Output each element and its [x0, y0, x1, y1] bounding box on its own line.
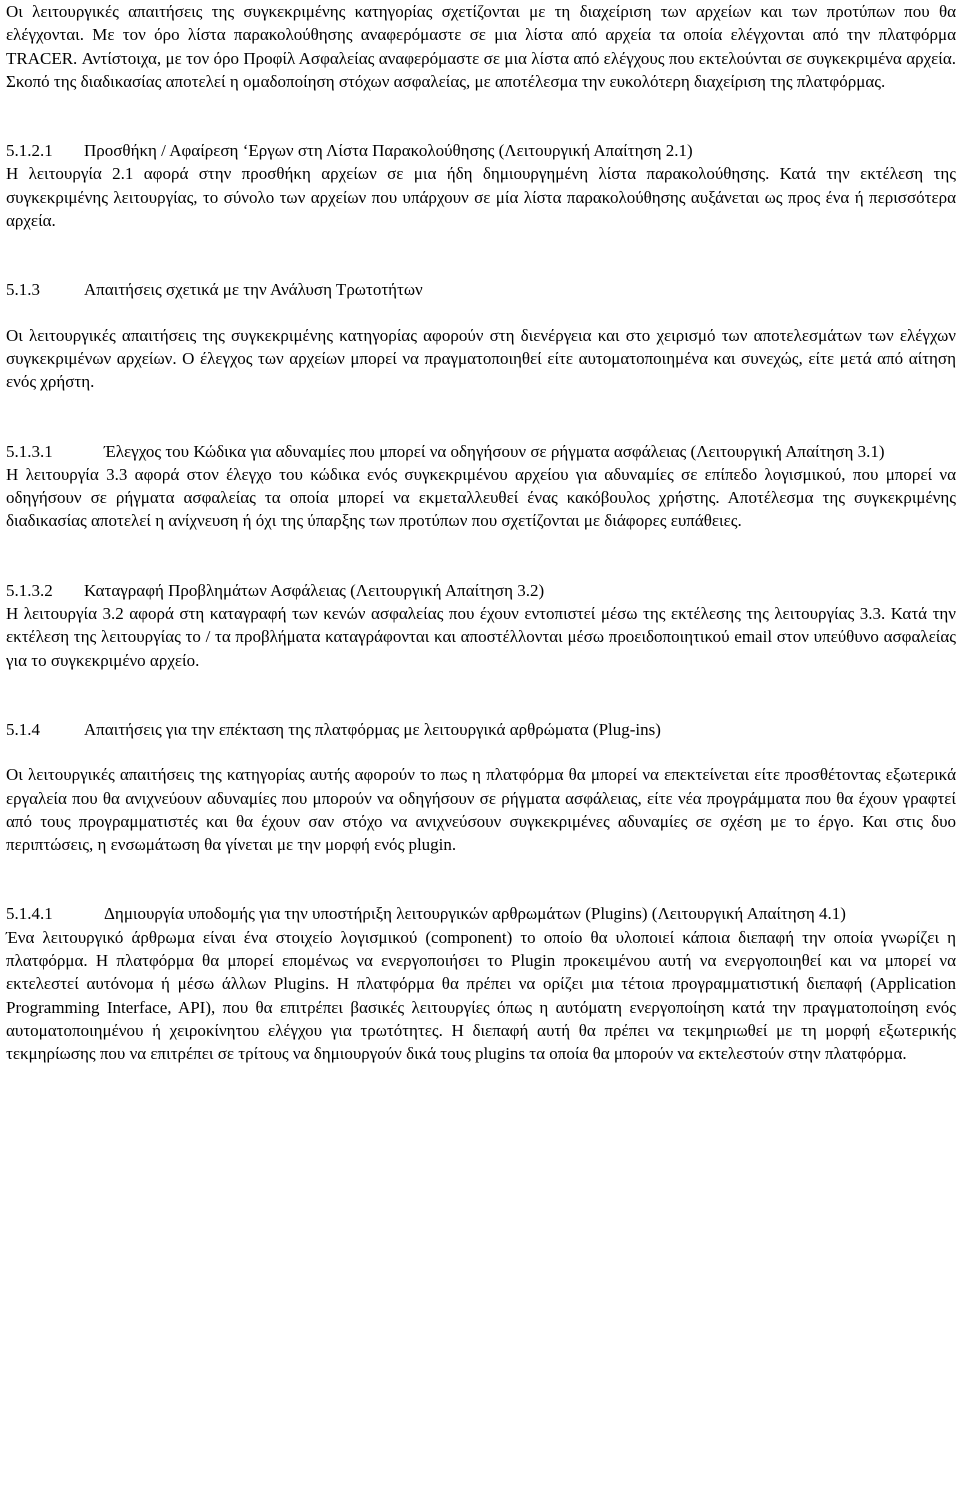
section-title: Καταγραφή Προβλημάτων Ασφάλειας (Λειτουργική Απαίτηση 3.2)	[84, 580, 545, 600]
spacer	[6, 93, 956, 139]
section-number: 5.1.2.1	[6, 141, 53, 161]
section-heading-5-1-4-1	[6, 902, 956, 925]
section-number: 5.1.3.1	[6, 441, 53, 461]
section-heading-5-1-4	[6, 718, 956, 741]
section-body-5-1-4: Οι λειτουργικές απαιτήσεις της κατηγορίας αυτής αφορούν το πως η πλατφόρμα θα μπορεί να επεκτείνεται είτε προσθέτοντας εξωτερικά εργαλεία που θα ανιχνεύουν αδυναμίες που μπορούν να οδηγήσουν σε ρήγματα ασφάλειας, είτε νέα προγράμματα που θα έχουν γραφτεί από τους προγραμματιστές και θα έχουν σαν στόχο να ανιχνεύσουν συγκεκριμένες αδυναμίες σε σχέση με το έργο. Και στις δυο περιπτώσεις, η ενσωμάτωση θα γίνεται με την μορφή ενός plugin.	[6, 765, 956, 855]
spacer	[6, 856, 956, 902]
spacer	[6, 741, 956, 763]
section-title: Προσθήκη / Αφαίρεση ‘Εργων στη Λίστα Παρακολούθησης (Λειτουργική Απαίτηση 2.1)	[84, 141, 693, 161]
section-body-5-1-4-1: Ένα λειτουργικό άρθρωμα είναι ένα στοιχείο λογισμικού (component) το οποίο θα υλοποιεί κάποια διεπαφή την οποία γνωρίζει η πλατφόρμα. Η πλατφόρμα θα μπορεί επομένως να ενεργοποιήσει το Plugin προκειμένου αυτή να ενεργοποιηθεί και να μπορεί να εκτελεστεί αυτόνομα ή μέσω άλλων Plugins. Η πλατφόρμα θα πρέπει να ορίζει μια τέτοια προγραμματιστική διεπαφή (Application Programming Interface, API), που θα επιτρέπει βασικές λειτουργίες όπως η αυτόματη ενεργοποίηση κατά την πραγματοποίηση ενός αυτοματοποιημένου ή χειροκίνητου ελέγχου για τρωτότητες. Η διεπαφή αυτή θα πρέπει να τεκμηριωθεί με τη μορφή εξωτερικής τεκμηρίωσης που να επιτρέπει σε τρίτους να δημιουργούν δικά τους plugins τα οποία θα μπορούν να εκτελεστούν στην πλατφόρμα.	[6, 927, 956, 1064]
section-number: 5.1.4.1	[6, 904, 53, 924]
spacer	[6, 533, 956, 579]
spacer	[6, 232, 956, 278]
section-body-5-1-3-1: Η λειτουργία 3.3 αφορά στον έλεγχο του κώδικα ενός συγκεκριμένου αρχείου για αδυναμίες σε επίπεδο λογισμικού, που μπορεί να οδηγήσουν σε ρήγματα ασφαλείας τα οποία μπορεί να εκμεταλλευθεί ένας κακόβουλος χρήστης. Αποτέλεσμα της συγκεκριμένης διαδικασίας αποτελεί η ανίχνευση ή όχι της ύπαρξης των προτύπων που σχετίζονται με διάφορες ευπάθειες.	[6, 464, 956, 531]
spacer	[6, 394, 956, 440]
section-heading-5-1-3	[6, 278, 956, 301]
section-number: 5.1.3	[6, 280, 40, 300]
section-title: Απαιτήσεις για την επέκταση της πλατφόρμας με λειτουργικά αρθρώματα (Plug-ins)	[84, 719, 661, 739]
section-number: 5.1.3.2	[6, 580, 53, 600]
section-body-5-1-2-1: Η λειτουργία 2.1 αφορά στην προσθήκη αρχείων σε μια ήδη δημιουργημένη λίστα παρακολούθησης. Κατά την εκτέλεση της συγκεκριμένης λειτουργίας, το σύνολο των αρχείων που υπάρχουν σε μία λίστα παρακολούθησης αυξάνεται ως προς ένα ή περισσότερα αρχεία.	[6, 164, 956, 231]
section-body-5-1-3: Οι λειτουργικές απαιτήσεις της συγκεκριμένης κατηγορίας αφορούν στη διενέργεια και στο χειρισμό των αποτελεσμάτων των ελέγχων συγκεκριμένων αρχείων. Ο έλεγχος των αρχείων μπορεί να πραγματοποιηθεί είτε αυτοματοποιημένα και συνεχώς, είτε μετά από αίτηση ενός χρήστη.	[6, 325, 956, 392]
section-number: 5.1.4	[6, 719, 40, 739]
intro-paragraph: Οι λειτουργικές απαιτήσεις της συγκεκριμένης κατηγορίας σχετίζονται με τη διαχείριση των αρχείων και των προτύπων που θα ελέγχονται. Με τον όρο λίστα παρακολούθησης αναφερόμαστε σε μια λίστα από αρχεία τα οποία ελέγχονται από την πλατφόρμα TRACER. Αντίστοιχα, με τον όρο Προφίλ Ασφαλείας αναφερόμαστε σε μια λίστα από ελέγχους που εκτελούνται σε συγκεκριμένα αρχεία. Σκοπό της διαδικασίας αποτελεί η ομαδοποίηση στόχων ασφαλείας, με αποτέλεσμα την ευκολότερη διαχείριση της πλατφόρμας.	[6, 2, 956, 91]
section-title: Δημιουργία υποδομής για την υποστήριξη λειτουργικών αρθρωμάτων (Plugins) (Λειτουργική Απαίτηση 4.1)	[104, 904, 846, 924]
section-heading-5-1-3-1	[6, 440, 956, 463]
spacer	[6, 302, 956, 324]
section-heading-5-1-3-2	[6, 579, 956, 602]
spacer	[6, 672, 956, 718]
section-body-5-1-3-2: Η λειτουργία 3.2 αφορά στη καταγραφή των κενών ασφαλείας που έχουν εντοπιστεί μέσω της εκτέλεσης της λειτουργίας 3.3. Κατά την εκτέλεση της λειτουργίας το / τα προβλήματα καταγράφονται και αποστέλλονται μέσω προειδοποιητικού email στον υπεύθυνο ασφαλείας για το συγκεκριμένο αρχείο.	[6, 604, 956, 670]
section-title: Απαιτήσεις σχετικά με την Ανάλυση Τρωτοτήτων	[84, 280, 423, 300]
section-title: Έλεγχος του Κώδικα για αδυναμίες που μπορεί να οδηγήσουν σε ρήγματα ασφάλειας (Λειτουργική Απαίτηση 3.1)	[104, 441, 885, 461]
section-heading-5-1-2-1	[6, 139, 956, 162]
